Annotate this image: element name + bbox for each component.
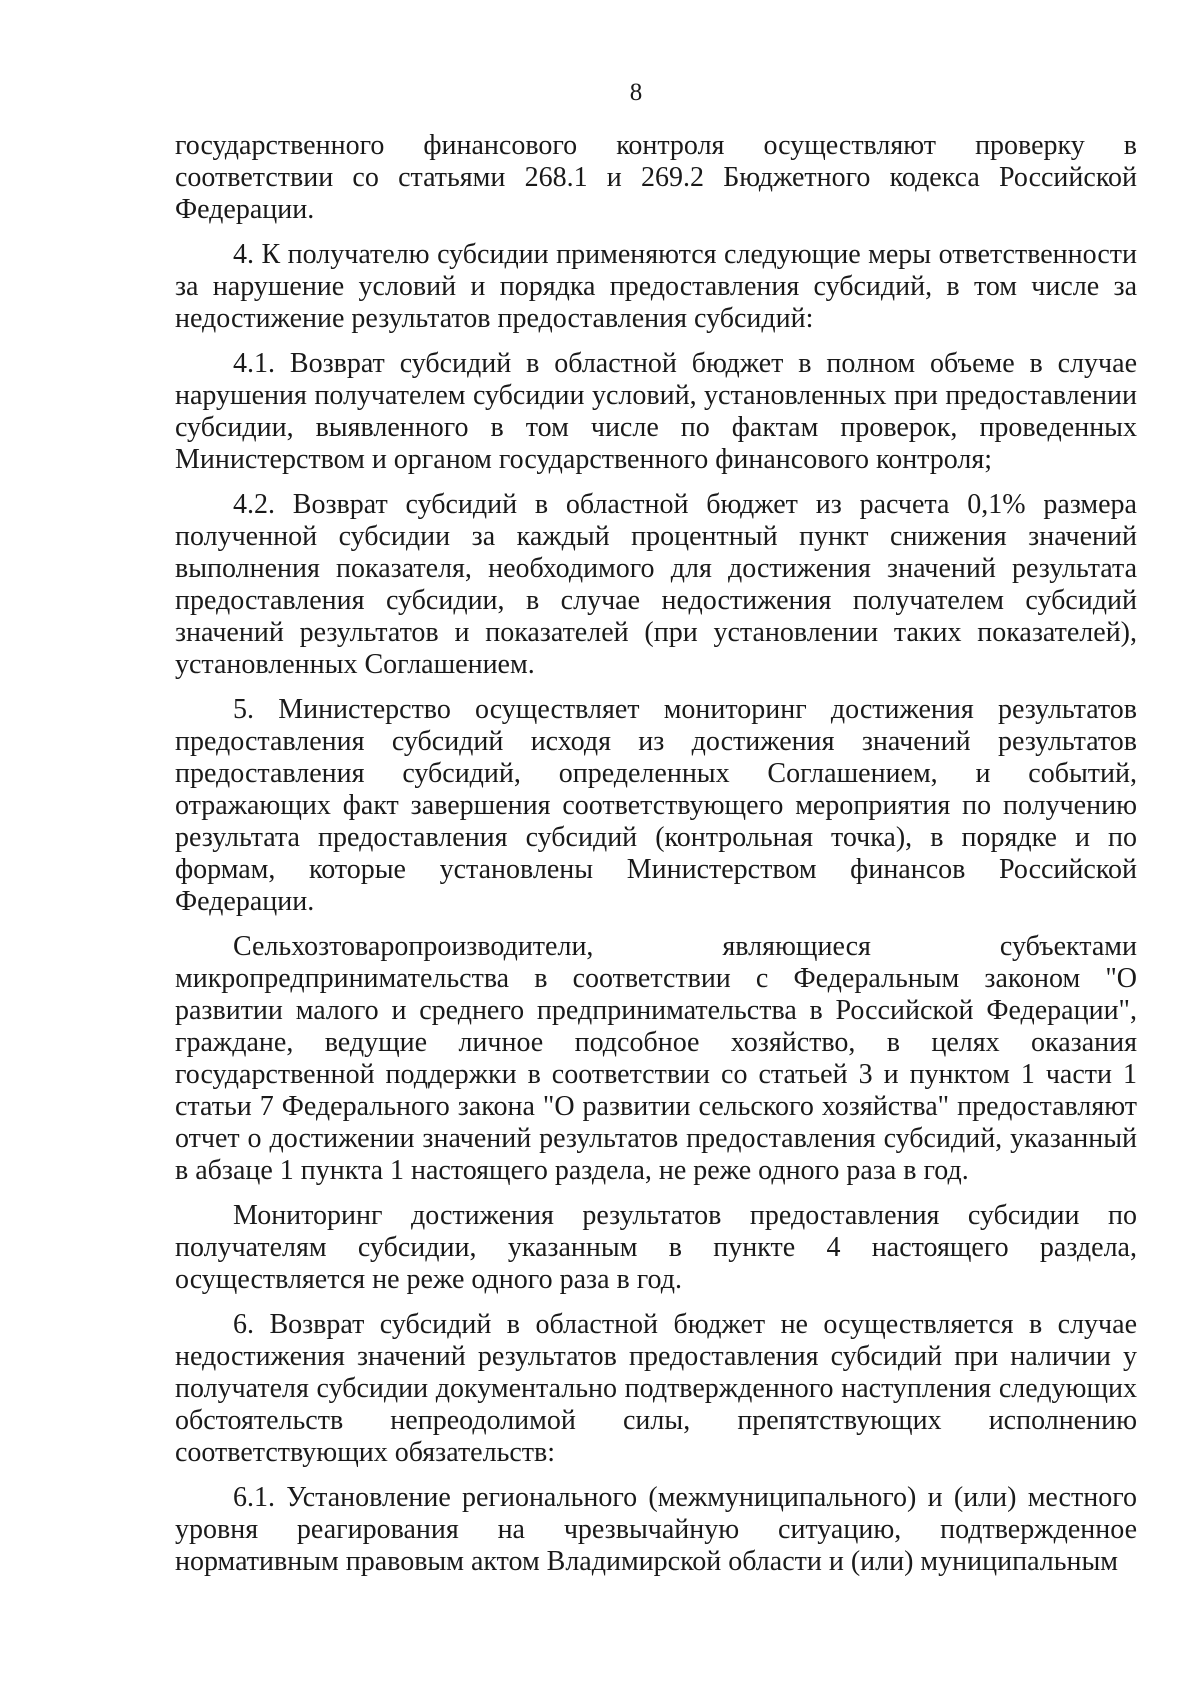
paragraph-monitoring: Мониторинг достижения результатов предоставления субсидии по получателям субсидии, указанным в пункте 4 настоящего раздела, осуществляется не реже одного раза в год. [175,1200,1137,1295]
paragraph-item-4: 4. К получателю субсидии применяются следующие меры ответственности за нарушение условий и порядка предоставления субсидий, в том числе за недостижение результатов предоставления субсидий: [175,239,1137,334]
paragraph-continuation: государственного финансового контроля осуществляют проверку в соответствии со статьями 268.1 и 269.2 Бюджетного кодекса Российской Федерации. [175,130,1137,225]
document-body [175,130,1137,1591]
paragraph-item-6-1: 6.1. Установление регионального (межмуниципального) и (или) местного уровня реагирования на чрезвычайную ситуацию, подтвержденное нормативным правовым актом Владимирской области и (или) муниципальным [175,1482,1137,1577]
paragraph-item-4-2: 4.2. Возврат субсидий в областной бюджет из расчета 0,1% размера полученной субсидии за каждый процентный пункт снижения значений выполнения показателя, необходимого для достижения значений результата предоставления субсидии, в случае недостижения получателем субсидий значений результатов и показателей (при установлении таких показателей), установленных Соглашением. [175,489,1137,680]
page-number: 8 [629,79,643,106]
paragraph-item-4-1: 4.1. Возврат субсидий в областной бюджет в полном объеме в случае нарушения получателем субсидии условий, установленных при предоставлении субсидии, выявленного в том числе по фактам проверок, проведенных Министерством и органом государственного финансового контроля; [175,348,1137,475]
paragraph-item-5: 5. Министерство осуществляет мониторинг достижения результатов предоставления субсидий исходя из достижения значений результатов предоставления субсидий, определенных Соглашением, и событий, отражающих факт завершения соответствующего мероприятия по получению результата предоставления субсидий (контрольная точка), в порядке и по формам, которые установлены Министерством финансов Российской Федерации. [175,694,1137,917]
paragraph-producers-report: Сельхозтоваропроизводители, являющиеся субъектами микропредпринимательства в соответствии с Федеральным законом "О развитии малого и среднего предпринимательства в Российской Федерации", граждане, ведущие личное подсобное хозяйство, в целях оказания государственной поддержки в соответствии со статьей 3 и пунктом 1 части 1 статьи 7 Федерального закона "О развитии сельского хозяйства" предоставляют отчет о достижении значений результатов предоставления субсидий, указанный в абзаце 1 пункта 1 настоящего раздела, не реже одного раза в год. [175,931,1137,1186]
paragraph-item-6: 6. Возврат субсидий в областной бюджет не осуществляется в случае недостижения значений результатов предоставления субсидий при наличии у получателя субсидии документально подтвержденного наступления следующих обстоятельств непреодолимой силы, препятствующих исполнению соответствующих обязательств: [175,1309,1137,1468]
